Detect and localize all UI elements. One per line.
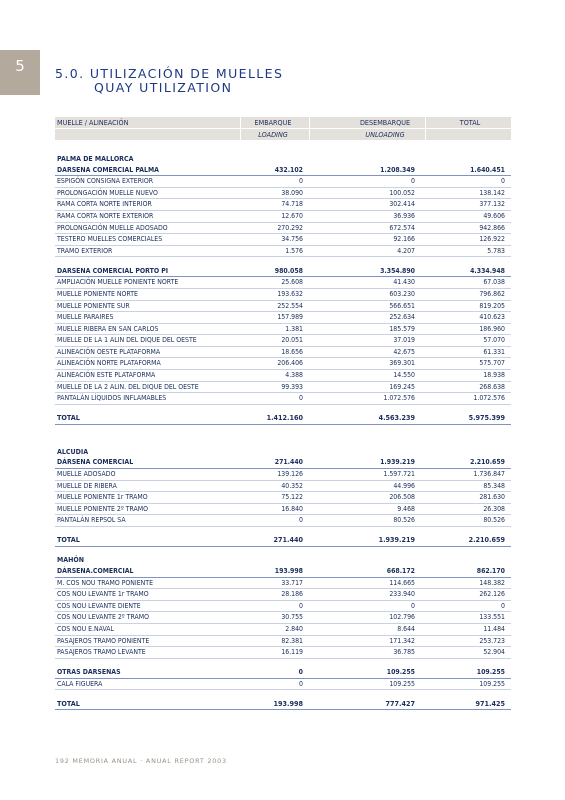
header-divider [240,117,241,128]
total-value: 4.334.948 [470,266,505,275]
quay-name: DÁRSENA COMERCIAL [57,458,134,467]
total-value: 0 [501,601,505,610]
unloading-value: 109.255 [389,679,415,688]
total-value: 575.707 [479,359,505,368]
quay-name: COS NOU LEVANTE 1r TRAMO [57,590,149,599]
total-value: 186.960 [479,324,505,333]
quay-name: PROLONGACIÓN MUELLE ADOSADO [57,223,168,232]
quay-name: PANTALÁN LÍQUIDOS INFLAMABLES [57,394,167,403]
loading-value: 252.554 [277,301,303,310]
loading-value: 30.755 [281,613,303,622]
quay-name: MAHÓN [57,556,85,565]
unloading-value: 100.052 [389,188,415,197]
header-divider [240,129,241,140]
total-value: 52.904 [483,648,505,657]
loading-value: 38.090 [281,188,303,197]
total-value: 942.866 [479,223,505,232]
quay-name: TOTAL [57,698,80,708]
quay-name: CALA FIGUERA [57,679,103,688]
loading-value: 74.718 [281,200,303,209]
quay-name: RAMA CORTA NORTE EXTERIOR [57,211,154,220]
header-divider [425,117,426,128]
port-heading [55,555,511,566]
total-value: 57.070 [483,336,505,345]
unloading-value: 4.207 [397,246,415,255]
loading-value: 139.126 [277,470,303,479]
quay-name: ALINEACIÓN ESTE PLATAFORMA [57,371,156,380]
loading-value: 99.393 [281,382,303,391]
table-row [55,223,511,235]
loading-value: 980.058 [274,266,303,275]
quay-name: DÁRSENA.COMERCIAL [57,566,134,575]
unloading-value: 114.665 [389,578,415,587]
loading-value: 193.998 [274,566,303,575]
loading-value: 1.576 [285,246,303,255]
quay-name: PASAJEROS TRAMO LEVANTE [57,648,146,657]
table-row [55,246,511,258]
total-value: 11.484 [483,624,505,633]
quay-name: PALMA DE MALLORCA [57,155,134,163]
loading-value: 193.632 [277,289,303,298]
unloading-value: 109.255 [386,668,415,677]
total-value: 0 [501,177,505,186]
spacer [55,425,511,447]
unloading-value: 1.072.576 [383,394,415,403]
table-row [55,589,511,601]
loading-value: 28.186 [281,590,303,599]
quay-name: MUELLE ADOSADO [57,470,116,479]
total-value: 18.938 [483,371,505,380]
loading-value: 271.440 [274,458,303,467]
total-value: 819.205 [479,301,505,310]
total-value: 2.210.659 [470,458,505,467]
page-title: 5.0. UTILIZACIÓN DE MUELLES [55,66,284,81]
unloading-value: 672.574 [389,223,415,232]
subtotal-row [55,165,511,177]
total-value: 971.425 [475,698,505,708]
chapter-tab: 5 [0,50,40,95]
total-value: 268.638 [479,382,505,391]
quay-name: ESPIGÓN CONSIGNA EXTERIOR [57,177,154,186]
total-value: 281.630 [479,493,505,502]
unloading-value: 369.301 [389,359,415,368]
port-heading [55,447,511,458]
unloading-value: 185.579 [389,324,415,333]
quay-name: M. COS NOU TRAMO PONIENTE [57,578,154,587]
total-value: 1.736.847 [473,470,505,479]
quay-name: OTRAS DARSENAS [57,668,121,677]
unloading-value: 1.597.721 [383,470,415,479]
unloading-value: 0 [411,601,415,610]
unloading-value: 44.996 [393,481,415,490]
unloading-value: 1.939.219 [380,458,415,467]
loading-value: 12.670 [281,211,303,220]
quay-name: COS NOU LEVANTE 2º TRAMO [57,613,149,622]
table-row [55,393,511,405]
unloading-value: 3.354.890 [380,266,415,275]
table-row [55,382,511,394]
loading-value: 270.292 [277,223,303,232]
unloading-value: 80.526 [393,516,415,525]
unloading-value: 777.427 [385,698,415,708]
loading-value: 82.381 [281,636,303,645]
total-value: 253.723 [479,636,505,645]
quay-name: MUELLE DE RIBERA [57,481,117,490]
spacer [55,405,511,413]
unloading-value: 36.936 [393,211,415,220]
header-total: TOTAL [459,118,481,127]
quay-name: MUELLE PARAIRES [57,313,114,322]
subtotal-row [55,266,511,278]
loading-value: 16.840 [281,504,303,513]
quay-name: AMPLIACIÓN MUELLE PONIENTE NORTE [57,278,179,287]
quay-name: TOTAL [57,535,80,545]
loading-value: 33.717 [281,578,303,587]
quay-name: TOTAL [57,413,80,423]
loading-value: 1.412.160 [266,413,303,423]
total-value: 49.606 [483,211,505,220]
total-value: 109.255 [479,679,505,688]
table-row [55,370,511,382]
loading-value: 432.102 [274,165,303,174]
table-header [55,117,511,128]
table-row [55,647,511,659]
unloading-value: 92.166 [393,235,415,244]
unloading-value: 302.414 [389,200,415,209]
table-row [55,624,511,636]
quay-name: DARSENA COMERCIAL PORTO PI [57,266,169,275]
total-value: 138.142 [479,188,505,197]
table-row [55,679,511,691]
header-loading-en: LOADING [258,130,288,139]
total-value: 85.348 [483,481,505,490]
total-row [55,699,511,711]
unloading-value: 1.208.349 [380,165,415,174]
total-value: 126.922 [479,235,505,244]
loading-value: 20.051 [281,336,303,345]
quay-name: MUELLE PONIENTE 2º TRAMO [57,504,149,513]
loading-value: 206.406 [277,359,303,368]
quay-name: MUELLE DE LA 2 ALIN. DEL DIQUE DEL OESTE [57,382,199,391]
quay-utilization-table [55,117,511,710]
unloading-value: 566.651 [389,301,415,310]
total-value: 67.038 [483,278,505,287]
subtotal-row [55,566,511,578]
table-row [55,335,511,347]
table-row [55,492,511,504]
page-margin [0,0,42,800]
spacer [55,140,511,154]
loading-value: 0 [299,177,303,186]
table-row [55,289,511,301]
table-row [55,504,511,516]
unloading-value: 4.563.239 [378,413,415,423]
total-value: 1.640.451 [470,165,505,174]
quay-name: TESTERO MUELLES COMERCIALES [57,235,163,244]
unloading-value: 8.644 [397,624,415,633]
total-value: 2.210.659 [468,535,505,545]
loading-value: 1.381 [285,324,303,333]
unloading-value: 171.342 [389,636,415,645]
quay-name: PANTALÁN REPSOL SA [57,516,126,525]
quay-name: PASAJEROS TRAMO PONIENTE [57,636,150,645]
spacer [55,659,511,667]
total-value: 148.382 [479,578,505,587]
loading-value: 157.989 [277,313,303,322]
loading-value: 16.119 [281,648,303,657]
unloading-value: 36.785 [393,648,415,657]
table-row [55,312,511,324]
table-row [55,188,511,200]
unloading-value: 206.508 [389,493,415,502]
loading-value: 40.352 [281,481,303,490]
total-value: 80.526 [483,516,505,525]
table-row [55,199,511,211]
quay-name: ALINEACIÓN NORTE PLATAFORMA [57,359,161,368]
table-row [55,481,511,493]
spacer [55,257,511,265]
spacer [55,527,511,535]
table-row [55,347,511,359]
quay-name: MUELLE PONIENTE NORTE [57,289,138,298]
table-row [55,636,511,648]
total-value: 26.308 [483,504,505,513]
total-value: 5.975.399 [468,413,505,423]
table-row [55,301,511,313]
unloading-value: 102.796 [389,613,415,622]
loading-value: 18.656 [281,347,303,356]
unloading-value: 603.230 [389,289,415,298]
loading-value: 34.756 [281,235,303,244]
unloading-value: 42.675 [393,347,415,356]
port-heading [55,154,511,165]
loading-value: 25.608 [281,278,303,287]
loading-value: 271.440 [273,535,303,545]
unloading-value: 252.634 [389,313,415,322]
quay-name: ALCUDIA [57,447,89,456]
loading-value: 0 [299,601,303,610]
total-value: 133.551 [479,613,505,622]
loading-value: 0 [298,668,303,677]
subtotal-row [55,667,511,679]
table-row [55,358,511,370]
table-row [55,578,511,590]
total-row [55,535,511,547]
quay-name: DARSENA COMERCIAL PALMA [57,165,159,174]
loading-value: 2.840 [285,624,303,633]
table-row [55,515,511,527]
total-value: 61.331 [483,347,505,356]
loading-value: 193.998 [273,698,303,708]
page-subtitle: QUAY UTILIZATION [94,80,233,95]
total-value: 262.126 [479,590,505,599]
table-header-en [55,129,511,140]
table-body [55,154,511,710]
header-divider [309,129,310,140]
loading-value: 75.122 [281,493,303,502]
total-row [55,413,511,425]
total-value: 796.862 [479,289,505,298]
subtotal-row [55,457,511,469]
total-value: 862.170 [476,566,505,575]
quay-name: COS NOU LEVANTE DIENTE [57,601,141,610]
unloading-value: 0 [411,177,415,186]
table-row [55,601,511,613]
loading-value: 0 [299,679,303,688]
quay-name: MUELLE DE LA 1 ALIN DEL DIQUE DEL OESTE [57,336,197,345]
unloading-value: 9.468 [397,504,415,513]
unloading-value: 37.019 [393,336,415,345]
total-value: 5.783 [487,246,505,255]
table-row [55,324,511,336]
quay-name: MUELLE PONIENTE 1r TRAMO [57,493,148,502]
unloading-value: 14.550 [393,371,415,380]
header-divider [309,117,310,128]
table-row [55,176,511,188]
quay-name: MUELLE RIBERA EN SAN CARLOS [57,324,159,333]
loading-value: 0 [299,394,303,403]
spacer [55,547,511,555]
table-row [55,612,511,624]
total-value: 410.623 [479,313,505,322]
quay-name: RAMA CORTA NORTE INTERIOR [57,200,152,209]
spacer [55,690,511,698]
table-row [55,234,511,246]
unloading-value: 169.245 [389,382,415,391]
unloading-value: 668.172 [386,566,415,575]
quay-name: TRAMO EXTERIOR [57,246,113,255]
header-loading: EMBARQUE [254,118,292,127]
unloading-value: 1.939.219 [378,535,415,545]
unloading-value: 41.430 [393,278,415,287]
unloading-value: 233.940 [389,590,415,599]
total-value: 109.255 [476,668,505,677]
header-unloading: DESEMBARQUE [359,118,411,127]
header-unloading-en: UNLOADING [365,130,405,139]
total-value: 1.072.576 [473,394,505,403]
loading-value: 4.388 [285,371,303,380]
quay-name: MUELLE PONIENTE SUR [57,301,130,310]
quay-name: COS NOU E.NAVAL [57,624,114,633]
header-divider [425,129,426,140]
quay-name: PROLONGACIÓN MUELLE NUEVO [57,188,158,197]
total-value: 377.132 [479,200,505,209]
page-footer: 192 MEMORIA ANUAL · ANUAL REPORT 2003 [55,757,227,765]
header-quay: MUELLE / ALINEACIÓN [57,118,129,127]
loading-value: 0 [299,516,303,525]
table-row [55,469,511,481]
quay-name: ALINEACIÓN OESTE PLATAFORMA [57,347,161,356]
table-row [55,211,511,223]
table-row [55,277,511,289]
